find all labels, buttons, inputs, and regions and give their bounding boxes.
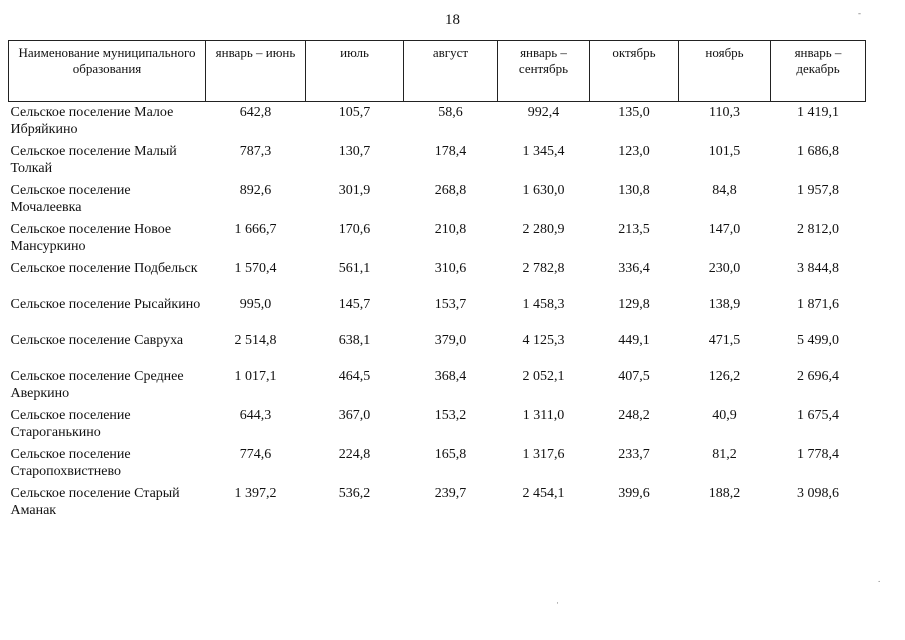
municipality-name: Сельское поселение Рысайкино <box>10 297 201 312</box>
table-row <box>9 444 866 483</box>
aug-value: 165,8 <box>434 447 467 462</box>
jan-sep-value: 992,4 <box>527 105 560 120</box>
nov-value: 84,8 <box>712 183 737 198</box>
jul-value: 561,1 <box>338 261 371 276</box>
jan-jun-value: 892,6 <box>239 183 272 198</box>
jan-jun-value: 1 397,2 <box>234 486 277 501</box>
header-aug: август <box>404 41 498 102</box>
table-row <box>9 102 866 142</box>
nov-value: 110,3 <box>709 105 740 120</box>
jan-jun-value: 1 666,7 <box>234 222 277 237</box>
table-row <box>9 366 866 405</box>
jan-sep-value: 4 125,3 <box>522 333 565 348</box>
aug-value: 153,7 <box>434 297 467 312</box>
jan-jun-value: 787,3 <box>239 144 272 159</box>
oct-value: 336,4 <box>618 261 650 276</box>
header-jan-sep: январь – сентябрь <box>498 41 590 102</box>
municipality-name: Сельское поселение Савруха <box>10 333 184 348</box>
nov-value: 40,9 <box>712 408 737 423</box>
jul-value: 301,9 <box>338 183 371 198</box>
jan-sep-value: 1 630,0 <box>522 183 565 198</box>
nov-value: 147,0 <box>708 222 741 237</box>
jan-sep-value: 1 311,0 <box>522 408 565 423</box>
jan-dec-value: 2 812,0 <box>797 222 839 237</box>
header-oct: октябрь <box>590 41 679 102</box>
aug-value: 368,4 <box>434 369 467 384</box>
table-row <box>9 483 866 522</box>
header-row <box>9 41 866 102</box>
header-nov: ноябрь <box>679 41 771 102</box>
aug-value: 210,8 <box>434 222 467 237</box>
page-number: 18 <box>445 12 460 28</box>
aug-value: 310,6 <box>434 261 467 276</box>
nov-value: 126,2 <box>708 369 741 384</box>
nov-value: 81,2 <box>712 447 737 462</box>
table-row <box>9 141 866 180</box>
jan-dec-value: 3 098,6 <box>797 486 839 501</box>
jul-value: 638,1 <box>338 333 371 348</box>
jul-value: 105,7 <box>338 105 371 120</box>
jan-dec-value: 1 419,1 <box>797 105 839 120</box>
jan-sep-value: 1 458,3 <box>522 297 565 312</box>
jan-jun-value: 644,3 <box>239 408 272 423</box>
jan-jun-value: 642,8 <box>239 105 272 120</box>
nov-value: 471,5 <box>708 333 741 348</box>
table-row <box>9 405 866 444</box>
jul-value: 536,2 <box>338 486 371 501</box>
scan-speck: - <box>858 8 861 18</box>
jan-dec-value: 3 844,8 <box>797 261 839 276</box>
jan-sep-value: 2 280,9 <box>522 222 565 237</box>
nov-value: 101,5 <box>708 144 741 159</box>
nov-value: 188,2 <box>708 486 741 501</box>
header-municipality: Наименование муниципального образования <box>9 41 206 102</box>
table-row <box>9 219 866 258</box>
municipality-name: Сельское поселение Мочалеевка <box>10 183 131 215</box>
header-jan-dec: январь – декабрь <box>771 41 866 102</box>
statistics-table <box>8 40 866 522</box>
oct-value: 233,7 <box>618 447 650 462</box>
aug-value: 178,4 <box>434 144 467 159</box>
municipality-name: Сельское поселение Среднее Аверкино <box>10 369 184 401</box>
table-row <box>9 258 866 294</box>
oct-value: 213,5 <box>618 222 650 237</box>
oct-value: 407,5 <box>618 369 650 384</box>
jul-value: 224,8 <box>338 447 371 462</box>
nov-value: 230,0 <box>708 261 741 276</box>
jan-sep-value: 2 782,8 <box>522 261 565 276</box>
table-row <box>9 330 866 366</box>
jan-jun-value: 774,6 <box>239 447 272 462</box>
oct-value: 123,0 <box>618 144 650 159</box>
jul-value: 145,7 <box>338 297 371 312</box>
table-body <box>9 102 866 523</box>
municipality-name: Сельское поселение Подбельск <box>10 261 198 276</box>
jul-value: 130,7 <box>338 144 371 159</box>
table-row <box>9 294 866 330</box>
header-jul: июль <box>306 41 404 102</box>
jul-value: 367,0 <box>338 408 371 423</box>
jan-dec-value: 1 957,8 <box>797 183 839 198</box>
municipality-name: Сельское поселение Староганькино <box>10 408 131 440</box>
oct-value: 129,8 <box>618 297 650 312</box>
table-row <box>9 180 866 219</box>
aug-value: 239,7 <box>434 486 467 501</box>
jan-jun-value: 1 570,4 <box>234 261 277 276</box>
jan-jun-value: 2 514,8 <box>234 333 277 348</box>
oct-value: 399,6 <box>618 486 650 501</box>
jan-jun-value: 995,0 <box>239 297 272 312</box>
scan-speck: · <box>556 598 559 608</box>
municipality-name: Сельское поселение Малый Толкай <box>10 144 177 176</box>
jan-sep-value: 2 052,1 <box>522 369 565 384</box>
jan-dec-value: 1 778,4 <box>797 447 839 462</box>
scan-speck: . <box>878 574 881 584</box>
jan-dec-value: 5 499,0 <box>797 333 839 348</box>
oct-value: 135,0 <box>618 105 650 120</box>
aug-value: 268,8 <box>434 183 467 198</box>
jan-dec-value: 1 686,8 <box>797 144 839 159</box>
jan-dec-value: 2 696,4 <box>797 369 839 384</box>
aug-value: 153,2 <box>434 408 467 423</box>
jan-dec-value: 1 871,6 <box>797 297 839 312</box>
jan-sep-value: 1 317,6 <box>522 447 565 462</box>
jan-sep-value: 1 345,4 <box>522 144 565 159</box>
oct-value: 449,1 <box>618 333 650 348</box>
municipality-name: Сельское поселение Старый Аманак <box>10 486 180 518</box>
nov-value: 138,9 <box>708 297 741 312</box>
jul-value: 170,6 <box>338 222 371 237</box>
jul-value: 464,5 <box>338 369 371 384</box>
header-jan-jun: январь – июнь <box>206 41 306 102</box>
municipality-name: Сельское поселение Старопохвистнево <box>10 447 131 479</box>
aug-value: 379,0 <box>434 333 467 348</box>
municipality-name: Сельское поселение Новое Мансуркино <box>10 222 172 254</box>
jan-sep-value: 2 454,1 <box>522 486 565 501</box>
oct-value: 248,2 <box>618 408 650 423</box>
jan-dec-value: 1 675,4 <box>797 408 839 423</box>
oct-value: 130,8 <box>618 183 650 198</box>
municipality-name: Сельское поселение Малое Ибряйкино <box>10 105 174 137</box>
jan-jun-value: 1 017,1 <box>234 369 277 384</box>
aug-value: 58,6 <box>438 105 463 120</box>
